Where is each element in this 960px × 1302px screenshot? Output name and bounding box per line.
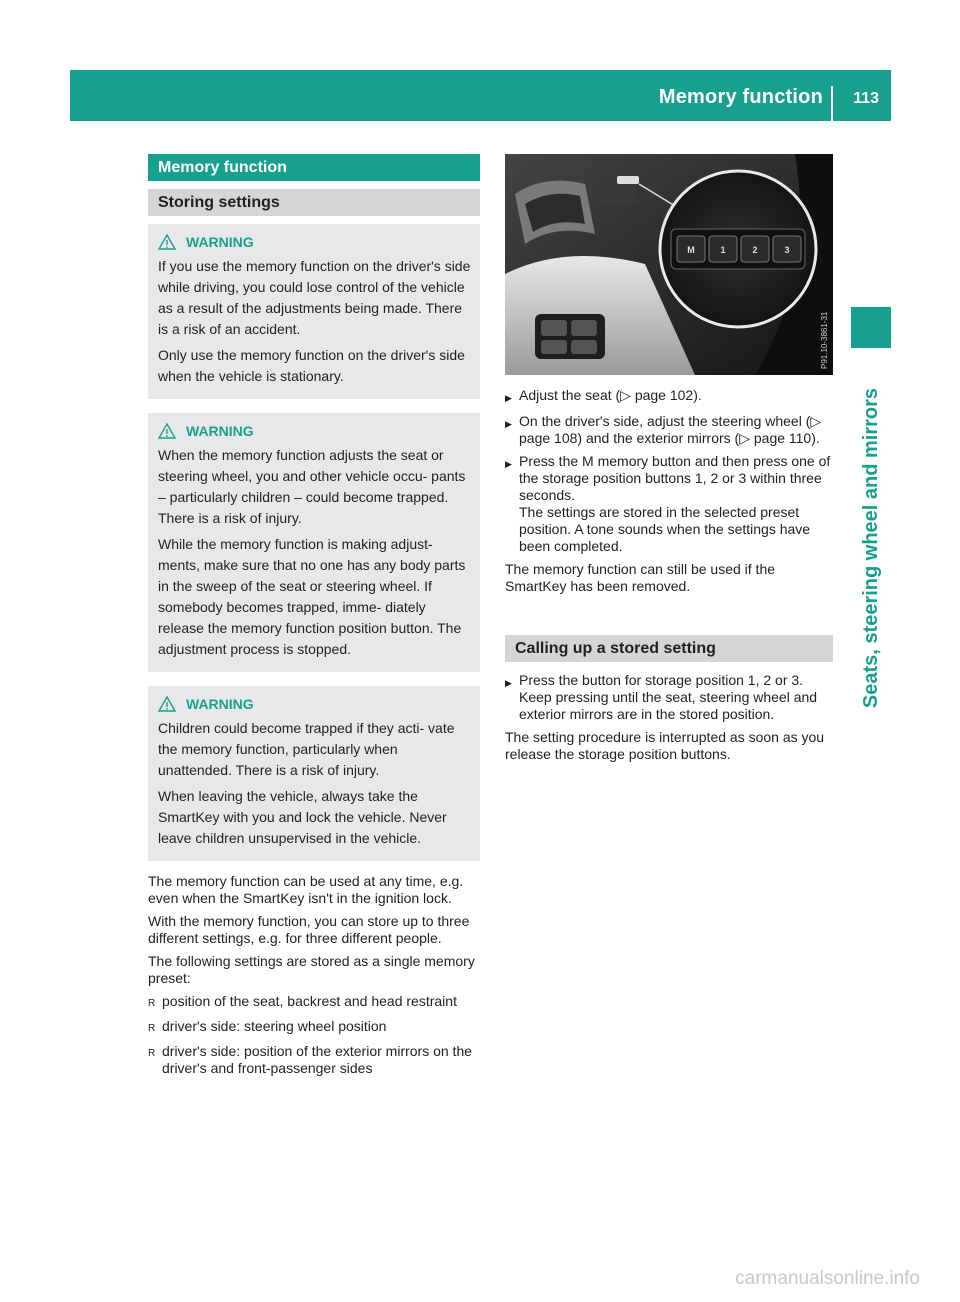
body-paragraph: The following settings are stored as a single memory preset:	[148, 953, 475, 986]
warning-triangle-icon	[158, 696, 176, 712]
bullet-marker: R	[148, 998, 156, 1009]
warning-box-1	[148, 224, 480, 399]
list-item-text: driver's side: steering wheel position	[162, 1018, 387, 1034]
page-number: 113	[853, 90, 879, 107]
memory-button-3: 3	[784, 245, 790, 255]
footer-watermark: carmanualsonline.info	[735, 1268, 920, 1289]
instruction-step	[505, 453, 833, 555]
step-marker-icon: ▶	[505, 393, 512, 403]
instruction-step	[505, 387, 833, 407]
warning-label: WARNING	[186, 696, 254, 712]
subsection-title: Storing settings	[148, 189, 480, 216]
list-item	[148, 1018, 480, 1037]
body-paragraph: The setting procedure is interrupted as soon as you release the storage position buttons.	[505, 729, 825, 762]
instruction-step	[505, 672, 833, 723]
bullet-marker: R	[148, 1023, 156, 1034]
warning-box-2	[148, 413, 480, 672]
right-column	[505, 154, 833, 769]
step-marker-icon: ▶	[505, 459, 512, 469]
memory-buttons-photo	[505, 154, 833, 375]
door-panel-illustration	[505, 154, 833, 375]
body-paragraph: The memory function can be used at any time, e.g. even when the SmartKey isn't in the ignition lock.	[148, 873, 464, 906]
warning-label: WARNING	[186, 423, 254, 439]
section-title: Memory function	[148, 154, 480, 181]
warning-text: When leaving the vehicle, always take the SmartKey with you and lock the vehicle. Never leave children unsupervised in the vehicle.	[158, 788, 447, 846]
warning-text: Only use the memory function on the driver's side when the vehicle is stationary.	[158, 347, 465, 384]
warning-text: Children could become trapped if they acti- vate the memory function, particularly when unattended. There is a risk of injury.	[158, 720, 455, 778]
memory-button-1: 1	[720, 245, 726, 255]
warning-text: While the memory function is making adjust- ments, make sure that no one has any body parts in the sweep of the seat or steering wheel. If somebody becomes trapped, imme- diately release the memory function position button. The adjustment process is stopped.	[158, 536, 466, 657]
instruction-step	[505, 413, 833, 447]
memory-button-2: 2	[752, 245, 758, 255]
warning-text: When the memory function adjusts the seat or steering wheel, you and other vehicle occu- pants – particularly children – could become trapped. There is a risk of injury.	[158, 447, 466, 526]
list-item-text: position of the seat, backrest and head restraint	[162, 993, 457, 1009]
subsection-title: Calling up a stored setting	[505, 635, 833, 662]
header-bar	[70, 70, 891, 121]
warning-text: If you use the memory function on the driver's side while driving, you could lose control of the vehicle as a result of the adjustments being made. There is a risk of an accident.	[158, 258, 471, 337]
warning-box-3	[148, 686, 480, 861]
list-item	[148, 1043, 480, 1077]
warning-label: WARNING	[186, 234, 254, 250]
header-title: Memory function	[658, 86, 823, 108]
warning-heading	[158, 696, 472, 712]
step-text: Press the M memory button and then press one of the storage position buttons 1, 2 or 3 within three seconds. The settings are stored in the selected preset position. A tone sounds when the settings have been completed.	[519, 453, 831, 554]
left-column	[148, 154, 480, 1083]
body-paragraph: The memory function can still be used if the SmartKey has been removed.	[505, 561, 776, 594]
warning-triangle-icon	[158, 423, 176, 439]
memory-button-m: M	[687, 245, 695, 255]
warning-heading	[158, 423, 472, 439]
body-paragraph: With the memory function, you can store up to three different settings, e.g. for three different people.	[148, 913, 470, 946]
list-item	[148, 993, 480, 1012]
warning-triangle-icon	[158, 234, 176, 250]
header-divider	[831, 86, 833, 122]
warning-heading	[158, 234, 472, 250]
step-text: Press the button for storage position 1, 2 or 3. Keep pressing until the seat, steering wheel and exterior mirrors are in the stored position.	[519, 672, 818, 722]
step-text: Adjust the seat (▷ page 102).	[519, 387, 702, 403]
step-marker-icon: ▶	[505, 678, 512, 688]
photo-code: P91.10-3861-31	[820, 311, 829, 369]
step-text: On the driver's side, adjust the steering wheel (▷ page 108) and the exterior mirrors (▷ page 110).	[519, 413, 822, 446]
chapter-label: Seats, steering wheel and mirrors	[860, 387, 882, 709]
list-item-text: driver's side: position of the exterior mirrors on the driver's and front-passenger sides	[162, 1043, 473, 1076]
step-marker-icon: ▶	[505, 419, 512, 429]
bullet-marker: R	[148, 1048, 156, 1059]
